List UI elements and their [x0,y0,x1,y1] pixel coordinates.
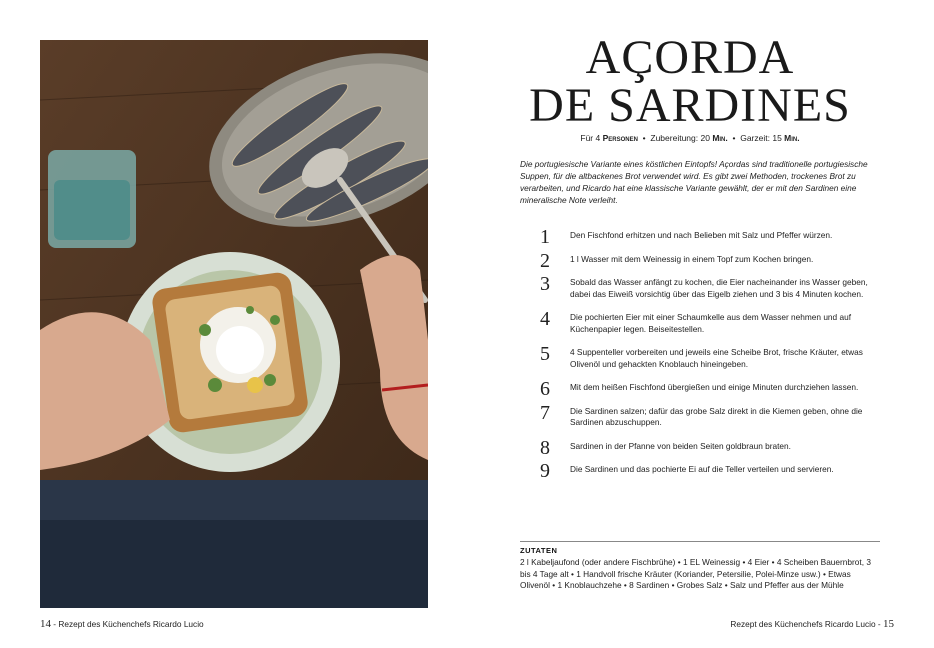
footer-left-text: - Rezept des Küchenchefs Ricardo Lucio [51,619,204,629]
footer-right-text: Rezept des Küchenchefs Ricardo Lucio - [730,619,883,629]
ingredients-divider [520,541,880,542]
meta-separator: • [640,133,649,143]
page-number-right: 15 [883,618,894,630]
recipe-intro: Die portugiesische Variante eines köstlichen Eintopfs! Açordas sind traditionelle portugiesische Suppen, für die altbackenes Brot verwendet wird. Es gibt zwei Methoden, trockenes Brot zu verarbeiten, und Ricardo hat eine klassische Variante gewählt, der er mit den Sardinen eine mineralische Note verleiht. [520,159,868,205]
recipe-step [540,308,880,335]
step-text: 1 l Wasser mit dem Weinessig in einem Topf zum Kochen bringen. [570,253,814,264]
step-text: Sardinen in der Pfanne von beiden Seiten goldbraun braten. [570,440,791,451]
food-photo [40,40,428,608]
prep-time-prefix: Zubereitung: 20 [650,133,710,143]
step-text: Den Fischfond erhitzen und nach Belieben mit Salz und Pfeffer würzen. [570,230,833,240]
recipe-step [540,436,880,459]
step-text: Die Sardinen salzen; dafür das grobe Salz direkt in die Kiemen geben, ohne die Sardinen abzuschuppen. [570,405,863,427]
ingredients-heading: ZUTATEN [520,546,558,555]
persons-prefix: Für 4 [580,133,601,143]
food-photo-illustration [40,40,428,608]
recipe-step [540,378,880,400]
step-number: 3 [540,273,550,295]
recipe-title-line2: DE SARDINES [529,79,851,132]
recipe-step [540,343,880,370]
recipe-step [540,401,880,429]
step-text: Die Sardinen und das pochierte Ei auf die Teller verteilen und servieren. [570,464,834,474]
step-text: Die pochierten Eier mit einer Schaumkelle aus dem Wasser nehmen und auf Küchenpapier legen. Beiseitestellen. [570,312,852,334]
cook-time-prefix: Garzeit: 15 [740,133,782,143]
step-number: 4 [540,308,550,330]
recipe-step [540,249,880,272]
step-number: 5 [540,343,550,365]
page-number-left: 14 [40,618,51,630]
persons-label: Personen [602,133,638,143]
recipe-step [540,273,880,300]
ingredients-list: 2 l Kabeljaufond (oder andere Fischbrühe) • 1 EL Weinessig • 4 Eier • 4 Scheiben Bauernbrot, 3 bis 4 Tage alt • 1 Handvoll frische Kräuter (Koriander, Petersilie, Polei-Minze usw.) • Etwas Olivenöl • 1 Knoblauchzehe • 8 Sardinen • Grobes Salz • Salz und Pfeffer aus der Mühle [520,557,871,590]
step-number: 7 [540,401,550,424]
footer-left [40,618,204,630]
recipe-step [540,226,880,248]
recipe-step [540,460,880,482]
recipe-steps [540,226,880,488]
footer-right [730,618,894,630]
step-number: 6 [540,378,550,400]
step-number: 2 [540,249,550,272]
prep-time-unit: Min. [712,133,728,143]
cook-time-unit: Min. [784,133,800,143]
step-number: 1 [540,226,550,248]
meta-separator: • [730,133,738,143]
step-number: 8 [540,436,550,459]
step-text: Mit dem heißen Fischfond übergießen und einige Minuten durchziehen lassen. [570,382,859,392]
recipe-title-line1: AÇORDA [585,31,795,84]
step-number: 9 [540,460,550,482]
recipe-meta [520,132,860,144]
step-text: 4 Suppenteller vorbereiten und jeweils eine Scheibe Brot, frische Kräuter, etwas Olivenöl und gehackten Knoblauch hineingeben. [570,347,863,369]
step-text: Sobald das Wasser anfängt zu kochen, die Eier nacheinander ins Wasser geben, dabei das Eiweiß vorsichtig über das Eigelb ziehen und 3 bis 4 Minuten kochen. [570,277,868,299]
